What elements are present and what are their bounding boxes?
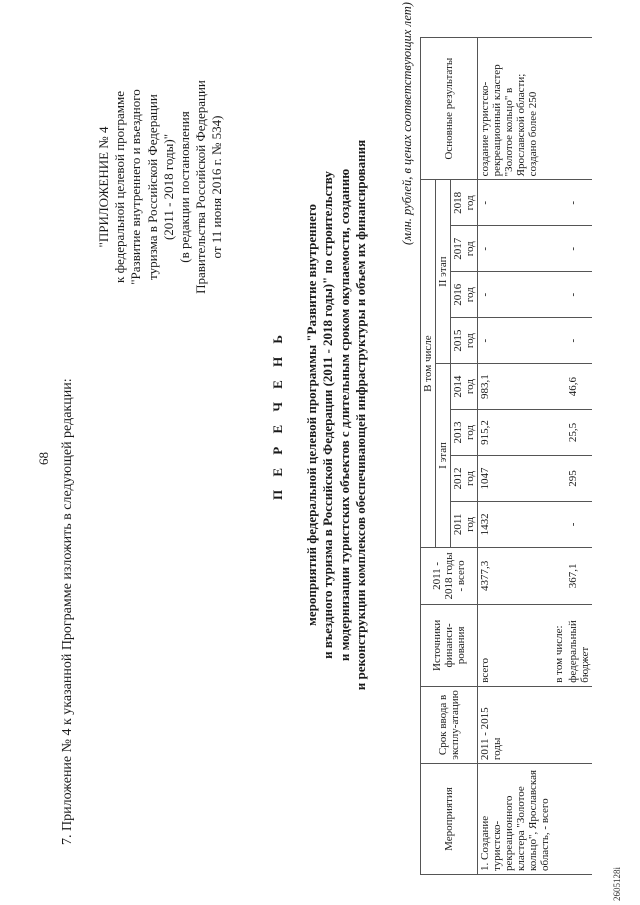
- cell-source: федеральный бюджет: [566, 604, 592, 686]
- title-word: П Е Р Е Ч Е Н Ь: [270, 329, 285, 501]
- cell-year-value: -: [566, 318, 592, 364]
- header-in-that-number: В том числе: [421, 180, 436, 548]
- appendix-line: от 11 июня 2016 г. № 534): [209, 115, 225, 259]
- appendix-line: (в редакции постановления: [177, 111, 193, 263]
- cell-measure: [552, 764, 566, 875]
- cell-year-value: -: [566, 501, 592, 547]
- cell-year-value: [552, 455, 566, 501]
- cell-year-value: 25,5: [566, 410, 592, 456]
- page-number: 68: [36, 452, 51, 465]
- cell-year-value: 1432: [478, 501, 553, 547]
- table-row: [566, 38, 592, 875]
- header-stage2: II этап: [436, 180, 451, 364]
- header-year: 2018 год: [451, 180, 478, 226]
- cell-year-value: 295: [566, 455, 592, 501]
- header-year: 2011 год: [451, 501, 478, 547]
- cell-year-value: [552, 364, 566, 410]
- appendix-line: (2011 - 2018 годы)": [160, 133, 176, 241]
- cell-year-value: [552, 501, 566, 547]
- header-stage1: I этап: [436, 364, 451, 548]
- header-year: 2013 год: [451, 410, 478, 456]
- cell-term: [552, 686, 566, 763]
- cell-result: создание туристско-рекреационный кластер "Золотое кольцо" в Ярославской области; создано более 250: [478, 38, 553, 180]
- cell-year-value: [552, 226, 566, 272]
- cell-term: [566, 686, 592, 763]
- header-measures: Мероприятия: [421, 764, 478, 875]
- title-line: и въездного туризма в Российской Федерации (2011 - 2018 годы)" по строительству: [320, 171, 336, 659]
- table-row: [552, 38, 566, 875]
- cell-year-value: [552, 318, 566, 364]
- appendix-line: "ПРИЛОЖЕНИЕ № 4: [96, 126, 111, 248]
- table-row: [478, 38, 553, 875]
- header-term: Срок ввода в эксплу-атацию: [421, 686, 478, 763]
- cell-year-value: [552, 272, 566, 318]
- cell-year-value: -: [478, 318, 553, 364]
- cell-total: 367,1: [566, 547, 592, 604]
- cell-year-value: -: [478, 272, 553, 318]
- document-id: 2605128i: [612, 866, 622, 901]
- appendix-line: туризма в Российской Федерации: [144, 94, 160, 280]
- cell-source: в том числе:: [552, 604, 566, 686]
- cell-source: всего: [478, 604, 553, 686]
- cell-year-value: [552, 410, 566, 456]
- cell-measure: 1. Создание туристско-рекреационного кластера "Золотое кольцо", Ярославская область, - всего: [478, 764, 553, 875]
- appendix-line: к федеральной целевой программе: [112, 91, 128, 283]
- cell-result: [566, 38, 592, 180]
- title-line: и модернизации туристских объектов с длительным сроком окупаемости, созданию: [336, 168, 352, 662]
- header-year: 2014 год: [451, 364, 478, 410]
- cell-year-value: 983,1: [478, 364, 553, 410]
- appendix-line: "Развитие внутреннего и въездного: [128, 89, 144, 285]
- instruction-text: 7. Приложение № 4 к указанной Программе изложить в следующей редакции:: [60, 378, 75, 845]
- cell-year-value: 46,6: [566, 364, 592, 410]
- cell-year-value: -: [478, 226, 553, 272]
- title-line: мероприятий федеральной целевой программы "Развитие внутреннего: [304, 203, 320, 627]
- header-total: 2011 - 2018 годы - всего: [421, 547, 478, 604]
- header-sources: Источники финанси-рования: [421, 604, 478, 686]
- cell-total: 4377,3: [478, 547, 553, 604]
- header-results: Основные результаты: [421, 38, 478, 180]
- appendix-line: Правительства Российской Федерации: [193, 80, 209, 294]
- header-year: 2012 год: [451, 455, 478, 501]
- header-year: 2016 год: [451, 272, 478, 318]
- header-year: 2015 год: [451, 318, 478, 364]
- cell-year-value: -: [566, 180, 592, 226]
- title-line: и реконструкции комплексов обеспечивающей инфраструктуры и объем их финансирования: [352, 139, 368, 691]
- cell-term: 2011 - 2015 годы: [478, 686, 553, 763]
- appendix-header: [96, 57, 226, 317]
- document-title: [270, 75, 369, 755]
- units-note: (млн. рублей, в ценах соответствующих лет): [400, 2, 414, 245]
- cell-total: [552, 547, 566, 604]
- cell-year-value: 1047: [478, 455, 553, 501]
- cell-result: [552, 38, 566, 180]
- cell-year-value: -: [566, 272, 592, 318]
- cell-measure: [566, 764, 592, 875]
- cell-year-value: [552, 180, 566, 226]
- header-year: 2017 год: [451, 226, 478, 272]
- cell-year-value: 915,2: [478, 410, 553, 456]
- cell-year-value: -: [478, 180, 553, 226]
- cell-year-value: -: [566, 226, 592, 272]
- measures-table: [420, 37, 592, 875]
